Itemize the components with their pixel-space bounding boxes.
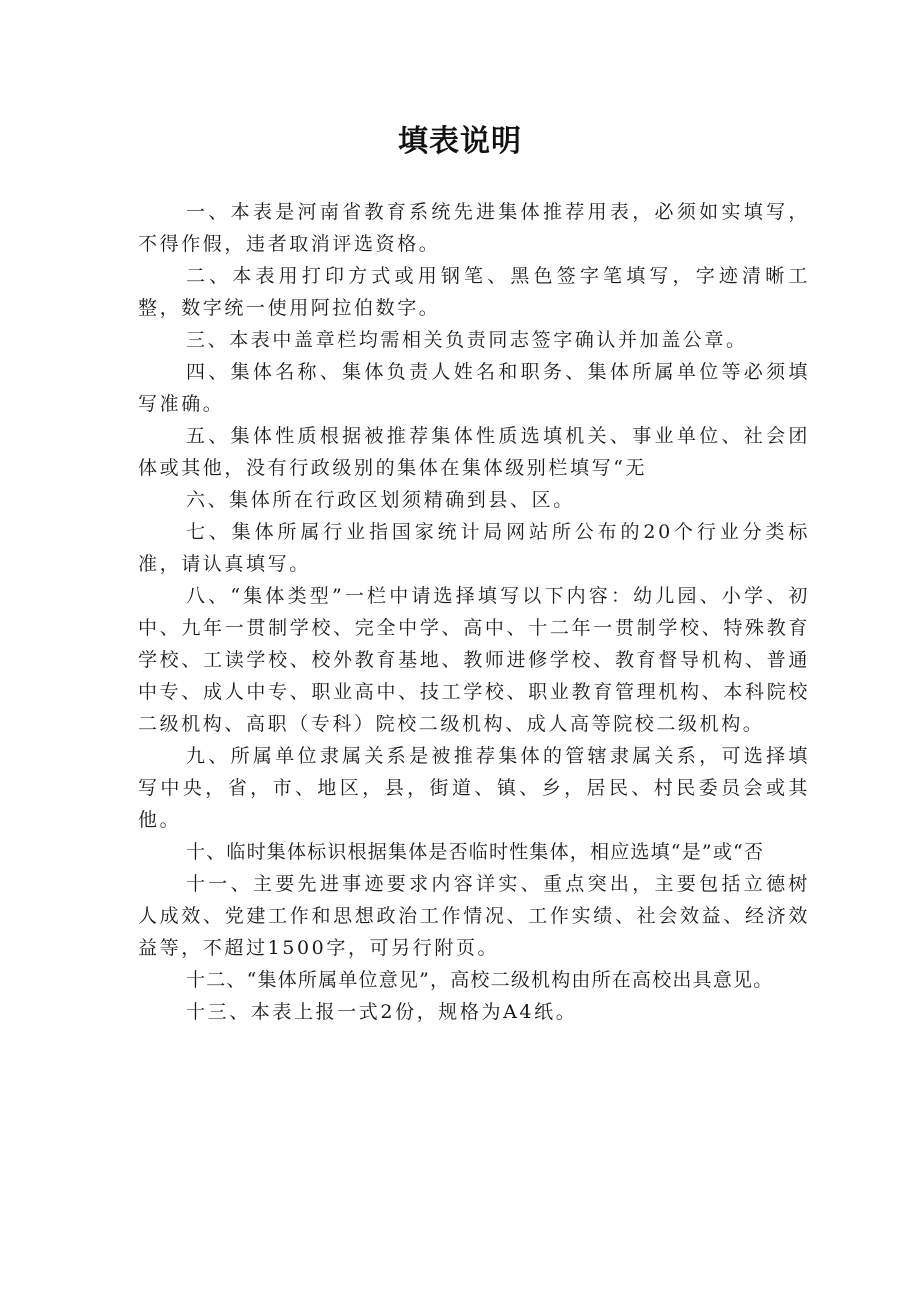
instruction-item-6: 六、集体所在行政区划须精确到县、区。 <box>186 489 575 511</box>
instruction-item-10: 十、临时集体标识根据集体是否临时性集体，相应选填“是”或“否 <box>186 841 765 863</box>
instruction-item-1: 一、本表是河南省教育系统先进集体推荐用表，必须如实填写，不得作假，违者取消评选资格。 <box>138 201 810 255</box>
instructions-body <box>138 196 810 1028</box>
instruction-item-8: 八、“集体类型”一栏中请选择填写以下内容：幼儿园、小学、初中、九年一贯制学校、完全中学、高中、十二年一贯制学校、特殊教育学校、工读学校、校外教育基地、教师进修学校、教育督导机构、普通中专、成人中专、职业高中、技工学校、职业教育管理机构、本科院校二级机构、高职（专科）院校二级机构、成人高等院校二级机构。 <box>138 585 810 735</box>
instruction-item-11: 十一、主要先进事迹要求内容详实、重点突出，主要包括立德树人成效、党建工作和思想政治工作情况、工作实绩、社会效益、经济效益等，不超过1500字，可另行附页。 <box>138 873 810 959</box>
instruction-item-9: 九、所属单位隶属关系是被推荐集体的管辖隶属关系，可选择填写中央，省，市、地区，县，街道、镇、乡，居民、村民委员会或其他。 <box>138 745 810 831</box>
instruction-item-5: 五、集体性质根据被推荐集体性质选填机关、事业单位、社会团体或其他，没有行政级别的集体在集体级别栏填写“无 <box>138 425 810 479</box>
instruction-item-13: 十三、本表上报一式2份，规格为A4纸。 <box>186 1001 578 1023</box>
page-title: 填表说明 <box>398 124 522 159</box>
instruction-item-7: 七、集体所属行业指国家统计局网站所公布的20个行业分类标准，请认真填写。 <box>138 521 810 575</box>
instruction-item-2: 二、本表用打印方式或用钢笔、黑色签字笔填写，字迹清晰工整，数字统一使用阿拉伯数字。 <box>138 265 810 319</box>
instruction-item-4: 四、集体名称、集体负责人姓名和职务、集体所属单位等必须填写准确。 <box>138 361 810 415</box>
instruction-item-12: 十二、“集体所属单位意见”，高校二级机构由所在高校出具意见。 <box>186 969 774 991</box>
instruction-item-3: 三、本表中盖章栏均需相关负责同志签字确认并加盖公章。 <box>186 329 748 351</box>
